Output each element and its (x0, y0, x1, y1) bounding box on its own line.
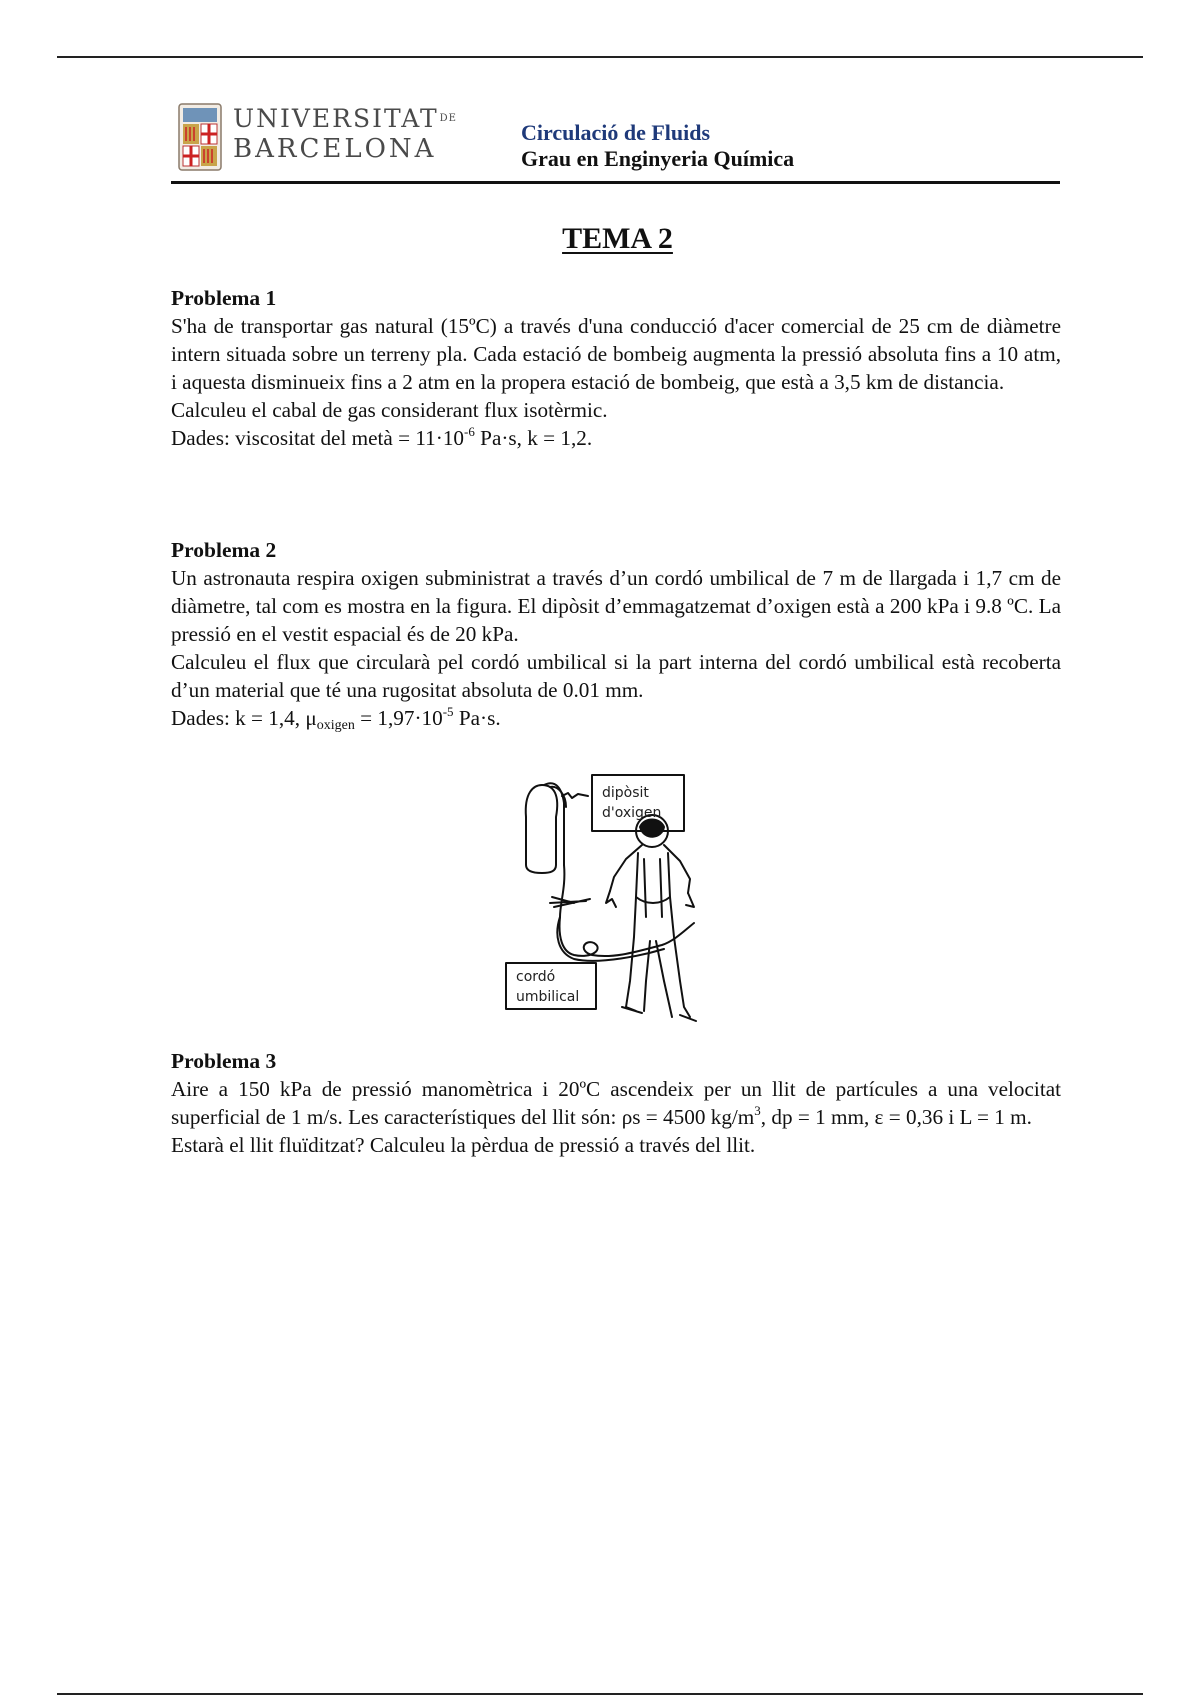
bottom-rule (57, 1693, 1143, 1695)
astronaut-icon (640, 820, 664, 837)
university-name-de: DE (439, 113, 457, 124)
problem-data: Dades: k = 1,4, $\mu_{oxigen} = 1,97\cdot 10^{-5}$ Pa·s. (171, 704, 501, 733)
problem-heading: Problema 2 (171, 538, 277, 562)
problem-question: Estarà el llit fluïditzat? Calculeu la pèrdua de pressió a través del llit. (171, 1133, 756, 1157)
problem-question: Calculeu el cabal de gas considerant flux isotèrmic. (171, 398, 608, 422)
university-crest-icon (177, 102, 223, 172)
tank-label-line2: d'oxigen (602, 805, 662, 821)
astronaut-figure (504, 767, 736, 1039)
problem-statement: Un astronauta respira oxigen subministrat a través d’un cordó umbilical de 7 m de llargada i 1,7 cm de diàmetre, tal com es mostra en la figura. El dipòsit d’emmagatzemat d’oxigen està a 200 kPa i 9.8 ºC. La pressió en el vestit espacial és de 20 kPa. (171, 566, 1061, 646)
problem-heading: Problema 1 (171, 286, 277, 310)
tank-label-line1: dipòsit (602, 785, 649, 801)
oxygen-tank-icon (526, 785, 557, 873)
page-title: TEMA 2 (562, 222, 673, 255)
cord-label-line1: cordó (516, 969, 556, 985)
problem-1 (171, 284, 1061, 452)
astronaut-illustration (504, 767, 736, 1039)
problem-data: Dades: viscositat del metà = $11\cdot 10^{-6}$ Pa·s, k = 1,2. (171, 424, 593, 450)
document-header (171, 98, 1061, 184)
problem-question: Calculeu el flux que circularà pel cordó umbilical si la part interna del cordó umbilical està recoberta d’un material que té una rugositat absoluta de 0.01 mm. (171, 650, 1061, 702)
course-name: Circulació de Fluids (521, 120, 711, 145)
cord-label-line2: umbilical (516, 989, 580, 1005)
problem-2 (171, 536, 1061, 732)
university-name-line2: BARCELONA (233, 134, 437, 164)
top-rule (57, 56, 1143, 58)
degree-name: Grau en Enginyeria Química (521, 146, 795, 171)
problem-statement: Aire a 150 kPa de pressió manomètrica i 20ºC ascendeix per un llit de partícules a una velocitat superficial de 1 m/s. Les característiques del llit són: ρs = 4500 $kg/m^3$, dp = 1 mm, ε = 0,36 i L = 1 m. (171, 1077, 1061, 1129)
problem-statement: S'ha de transportar gas natural (15ºC) a través d'una conducció d'acer comercial de 25 cm de diàmetre intern situada sobre un terreny pla. Cada estació de bombeig augmenta la pressió absoluta fins a 10 atm, i aquesta disminueix fins a 2 atm en la propera estació de bombeig, que està a 3,5 km de distancia. (171, 314, 1061, 394)
problem-3 (171, 1047, 1061, 1159)
header-rule (171, 181, 1060, 184)
university-name-line1: $UNIVERSITAT^{DE}$ (233, 104, 457, 133)
problem-heading: Problema 3 (171, 1049, 277, 1073)
